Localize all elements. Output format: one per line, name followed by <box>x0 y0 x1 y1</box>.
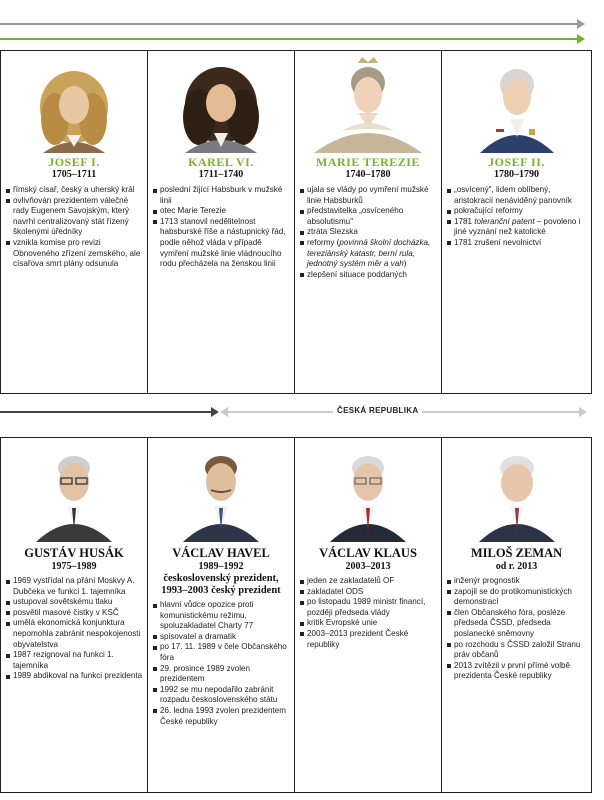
list-item: ovlivňován prezidentem válečné rady Eugenem Savojským, který navrhl centralizovaný stát řízený školenými úředníky <box>5 196 143 238</box>
arrowhead-icon <box>220 407 228 417</box>
list-item: 2003–2013 prezident České republiky <box>299 629 437 650</box>
list-item: 1781 zrušení nevolnictví <box>446 238 587 249</box>
ruler-facts-list <box>446 576 587 682</box>
list-item: posvětil masové čistky v KSČ <box>5 608 143 619</box>
list-item: 1713 stanovil nedělitelnost habsburské říše a nástupnický řád, podle něhož vláda v případě vymření mužské linie vládnoucího rodu přecházela na ženskou linii <box>152 217 290 270</box>
list-item: reformy (povinná školní docházka, tereziánský katastr, berní rula, jednotný systém měr a vah) <box>299 238 437 270</box>
ruler-name: MILOŠ ZEMAN <box>470 546 563 560</box>
list-item: spisovatel a dramatik <box>152 632 290 643</box>
list-item: 1969 vystřídal na přání Moskvy A. Dubčeka ve funkci 1. tajemníka <box>5 576 143 597</box>
list-item: ustupoval sovětskému tlaku <box>5 597 143 608</box>
ruler-card-husak <box>0 437 148 793</box>
ruler-card-marie-terezie <box>294 50 442 394</box>
ruler-years: od r. 2013 <box>495 561 538 572</box>
list-item: „osvícený", lidem oblíbený, aristokracií nenáviděný panovník <box>446 185 587 206</box>
ruler-name: VÁCLAV KLAUS <box>319 546 417 560</box>
ruler-card-karel-vi <box>147 50 295 394</box>
portrait-josef-ii <box>474 57 560 153</box>
ruler-card-zeman <box>441 437 592 793</box>
timeline-arrow-dark <box>0 411 212 413</box>
list-item: 2013 zvítězil v první přímé volbě prezidenta České republiky <box>446 661 587 682</box>
portrait-marie-terezie <box>312 57 424 153</box>
ruler-years: 1705–1711 <box>51 169 97 180</box>
list-item: zakladatel ODS <box>299 587 437 598</box>
list-item: 29. prosince 1989 zvolen prezidentem <box>152 664 290 685</box>
list-item: po listopadu 1989 ministr financí, později předseda vlády <box>299 597 437 618</box>
ruler-subtitle: československý prezident, 1993–2003 český prezident <box>161 573 281 596</box>
ruler-name: JOSEF I. <box>48 155 100 169</box>
timeline-arrow-gray <box>0 23 578 25</box>
ruler-facts-list <box>299 576 437 650</box>
list-item: 26. ledna 1993 zvolen prezidentem České republiky <box>152 706 290 727</box>
ruler-name: VÁCLAV HAVEL <box>172 546 270 560</box>
arrowhead-icon <box>211 407 219 417</box>
list-item: poslední žijící Habsburk v mužské linii <box>152 185 290 206</box>
list-item: ztráta Slezska <box>299 227 437 238</box>
list-item: představitelka „osvíceného absolutismu" <box>299 206 437 227</box>
list-item: kritik Evropské unie <box>299 618 437 629</box>
ruler-name: GUSTÁV HUSÁK <box>24 546 124 560</box>
arrowhead-icon <box>577 34 585 44</box>
list-item: jeden ze zakladatelů OF <box>299 576 437 587</box>
ruler-card-havel <box>147 437 295 793</box>
list-item: otec Marie Terezie <box>152 206 290 217</box>
ruler-card-klaus <box>294 437 442 793</box>
ruler-name: KAREL VI. <box>188 155 254 169</box>
ruler-card-josef-ii <box>441 50 592 394</box>
ruler-facts-list <box>446 185 587 249</box>
list-item: vznikla komise pro revizi Obnoveného zřízení zemského, ale císařova smrt plány odsunula <box>5 238 143 270</box>
toleration-patent-italic: toleranční patent <box>474 216 535 226</box>
list-item: 1989 abdikoval na funkci prezidenta <box>5 671 143 682</box>
list-item: zapojil se do protikomunistických demonstrací <box>446 587 587 608</box>
list-item: 1781 toleranční patent – povoleno i jiné vyznání než katolické <box>446 217 587 238</box>
list-item: hlavní vůdce opozice proti komunistickému režimu, spoluzakladatel Charty 77 <box>152 600 290 632</box>
ruler-facts-list <box>152 600 290 727</box>
portrait-karel-vi <box>173 57 269 153</box>
list-item: 1987 rezignoval na funkci 1. tajemníka <box>5 650 143 671</box>
list-item: umělá ekonomická konjunktura nepomohla zabránit nespokojenosti obyvatelstva <box>5 618 143 650</box>
rulers-top-grid <box>0 50 590 394</box>
list-item: po 17. 11. 1989 v čele Občanského fóra <box>152 642 290 663</box>
list-item: pokračující reformy <box>446 206 587 217</box>
list-item: římský císař, český a uherský král <box>5 185 143 196</box>
ruler-name: JOSEF II. <box>488 155 545 169</box>
timeline-arrow-green <box>0 38 578 40</box>
timeline-label: ČESKÁ REPUBLIKA <box>333 406 422 415</box>
list-item: inženýr prognostik <box>446 576 587 587</box>
portrait-klaus <box>328 446 408 542</box>
arrowhead-icon <box>579 407 587 417</box>
ruler-name: MARIE TEREZIE <box>316 155 420 169</box>
reform-list-italic: povinná školní docházka, tereziánský katastr, berní rula, jednotný systém měr a vah <box>307 237 431 269</box>
ruler-years: 1780–1790 <box>494 169 539 180</box>
ruler-years: 1989–1992 <box>198 561 244 572</box>
ruler-years: 1711–1740 <box>198 169 244 180</box>
rulers-bottom-grid <box>0 437 590 793</box>
list-item: zlepšení situace poddaných <box>299 270 437 281</box>
portrait-zeman <box>477 446 557 542</box>
ruler-facts-list <box>5 576 143 682</box>
portrait-havel <box>181 446 261 542</box>
portrait-husak <box>34 446 114 542</box>
list-item: 1992 se mu nepodařilo zabránit rozpadu československého státu <box>152 685 290 706</box>
ruler-years: 2003–2013 <box>345 561 391 572</box>
arrowhead-icon <box>577 19 585 29</box>
portrait-josef-i <box>29 57 119 153</box>
ruler-card-josef-i <box>0 50 148 394</box>
ruler-facts-list <box>5 185 143 270</box>
ruler-facts-list <box>299 185 437 280</box>
list-item: po rozchodu s ČSSD založil Stranu práv občanů <box>446 640 587 661</box>
ruler-years: 1975–1989 <box>51 561 97 572</box>
list-item: člen Občanského fóra, posléze předseda ČSSD, předseda poslanecké sněmovny <box>446 608 587 640</box>
ruler-years: 1740–1780 <box>345 169 391 180</box>
list-item: ujala se vlády po vymření mužské linie Habsburků <box>299 185 437 206</box>
ruler-facts-list <box>152 185 290 270</box>
